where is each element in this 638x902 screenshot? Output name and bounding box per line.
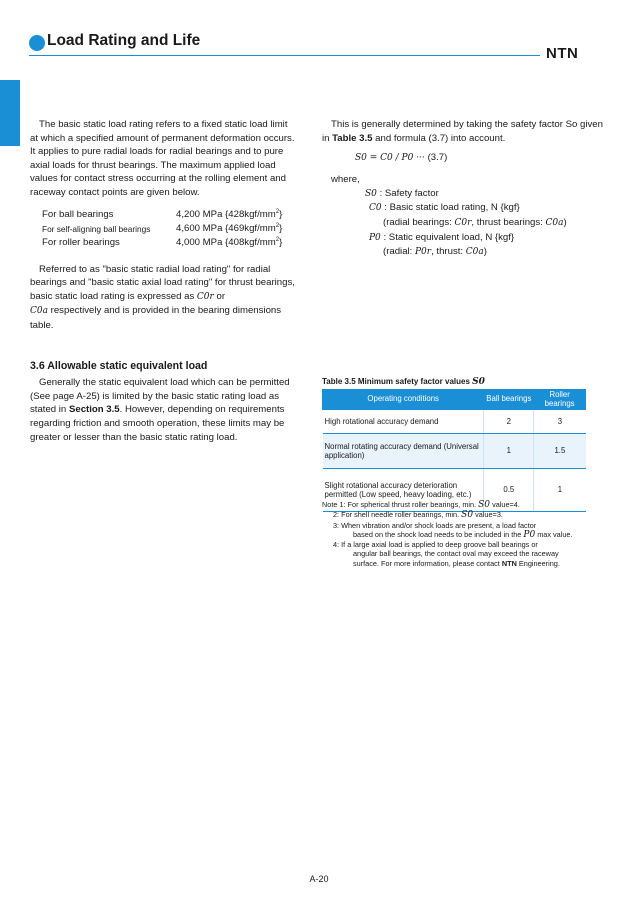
- note-line: 4: If a large axial load is applied to deep groove ball bearings or: [333, 540, 538, 550]
- roller-value-cell: 3: [534, 410, 586, 434]
- section-reference: Section 3.5: [68, 404, 120, 416]
- right-column: [322, 118, 612, 260]
- load-row: [30, 236, 298, 250]
- definitions-block: [322, 173, 612, 260]
- ball-value-cell: 1: [484, 434, 534, 469]
- note-line: based on the shock load needs to be included in the P0 max value.: [353, 529, 573, 540]
- note-line: 2: For shell needle roller bearings, min. S0 value=3.: [333, 510, 503, 521]
- safety-factor-paragraph: This is generally determined by taking the safety factor So given in Table 3.5 and formula (3.7) into account.: [322, 119, 603, 144]
- definition-line: C0 : Basic static load rating, N {kgf}: [369, 202, 520, 214]
- header-roller-bearings: Roller bearings: [534, 390, 586, 410]
- table-title: Table 3.5 Minimum safety factor values S0: [322, 377, 485, 387]
- safety-factor-table: [322, 389, 586, 512]
- definition-line: (radial bearings: C0r, thrust bearings: C0a): [383, 216, 567, 228]
- condition-cell: Slight rotational accuracy deterioration permitted (Low speed, heavy loading, etc.): [323, 469, 484, 512]
- note-line: angular ball bearings, the contact oval may exceed the raceway: [353, 549, 559, 559]
- ball-value-cell: 0.5: [484, 469, 534, 512]
- ball-value-cell: 2: [484, 410, 534, 434]
- page-title: Load Rating and Life: [47, 32, 201, 49]
- intro-paragraph: The basic static load rating refers to a fixed static load limit at which a specified amount of permanent deformation occurs. It applies to pure radial loads for radial bearings and to pure axial loads for thrust bearings. The maximum applied load values for contact stress occurring at the rolling element and raceway contact points are given below.: [30, 119, 295, 198]
- symbol-c0r: C0r: [196, 291, 214, 302]
- load-row: [30, 222, 298, 236]
- table-notes: [322, 500, 622, 568]
- brand-logo: NTN: [546, 45, 579, 62]
- load-label: For ball bearings: [42, 208, 114, 220]
- page-number: A-20: [309, 874, 329, 884]
- header-ball-bearings: Ball bearings: [484, 390, 534, 410]
- condition-cell: Normal rotating accuracy demand (Universal application): [323, 434, 484, 469]
- roller-value-cell: 1: [534, 469, 586, 512]
- load-value: 4,000 MPa $\{408kgf/mm^2\}$: [176, 236, 283, 248]
- section-heading: 3.6 Allowable static equivalent load: [30, 359, 208, 372]
- table-header-row: [323, 390, 586, 410]
- side-section-tab: [0, 80, 20, 146]
- header-bullet-icon: [29, 35, 45, 51]
- table-reference: Table 3.5: [332, 132, 373, 144]
- definition-line: P0 : Static equivalent load, N {kgf}: [369, 231, 515, 243]
- load-row: [30, 208, 298, 222]
- header-operating-conditions: Operating conditions: [323, 390, 484, 410]
- note-line: Note 1: For spherical thrust roller bearings, min. S0 value=4.: [322, 500, 520, 510]
- roller-value-cell: 1.5: [534, 434, 586, 469]
- load-value: 4,600 MPa $\{469kgf/mm^2\}$: [176, 222, 283, 234]
- header-divider: [29, 55, 540, 56]
- where-label: where,: [331, 174, 360, 186]
- load-limits-list: [30, 208, 298, 250]
- definition-line: (radial: P0r, thrust: C0a): [383, 246, 487, 258]
- load-label: For self-aligning ball bearings: [42, 223, 151, 234]
- section-paragraph: Generally the static equivalent load which can be permitted (See page A-25) is limited by the basic static rating load as stated in Section 3.5. However, depending on requirements regarding friction and smooth operation, these limits may be greater or lesser than the basic static rating load.: [30, 377, 290, 443]
- table-row: [323, 410, 586, 434]
- symbol-c0a: C0a: [30, 306, 48, 317]
- load-value: 4,200 MPa $\{428kgf/mm^2\}$: [176, 208, 283, 220]
- condition-cell: High rotational accuracy demand: [323, 410, 484, 434]
- load-label: For roller bearings: [42, 236, 120, 248]
- formula-3-7: S0 = C0 / P0 ··· (3.7): [355, 152, 448, 164]
- note-line: 3: When vibration and/or shock loads are present, a load factor: [333, 520, 537, 530]
- table-row: [323, 434, 586, 469]
- rating-reference-paragraph: Referred to as "basic static radial load rating" for radial bearings and "basic static axial load rating" for thrust bearings, basic static load rating is expressed as C0r or C0a respectively and is provided in the bearing dimensions table.: [30, 263, 295, 331]
- definition-line: S0 : Safety factor: [365, 187, 439, 199]
- note-line: surface. For more information, please contact NTN Engineering.: [353, 558, 560, 568]
- left-column: [30, 118, 298, 444]
